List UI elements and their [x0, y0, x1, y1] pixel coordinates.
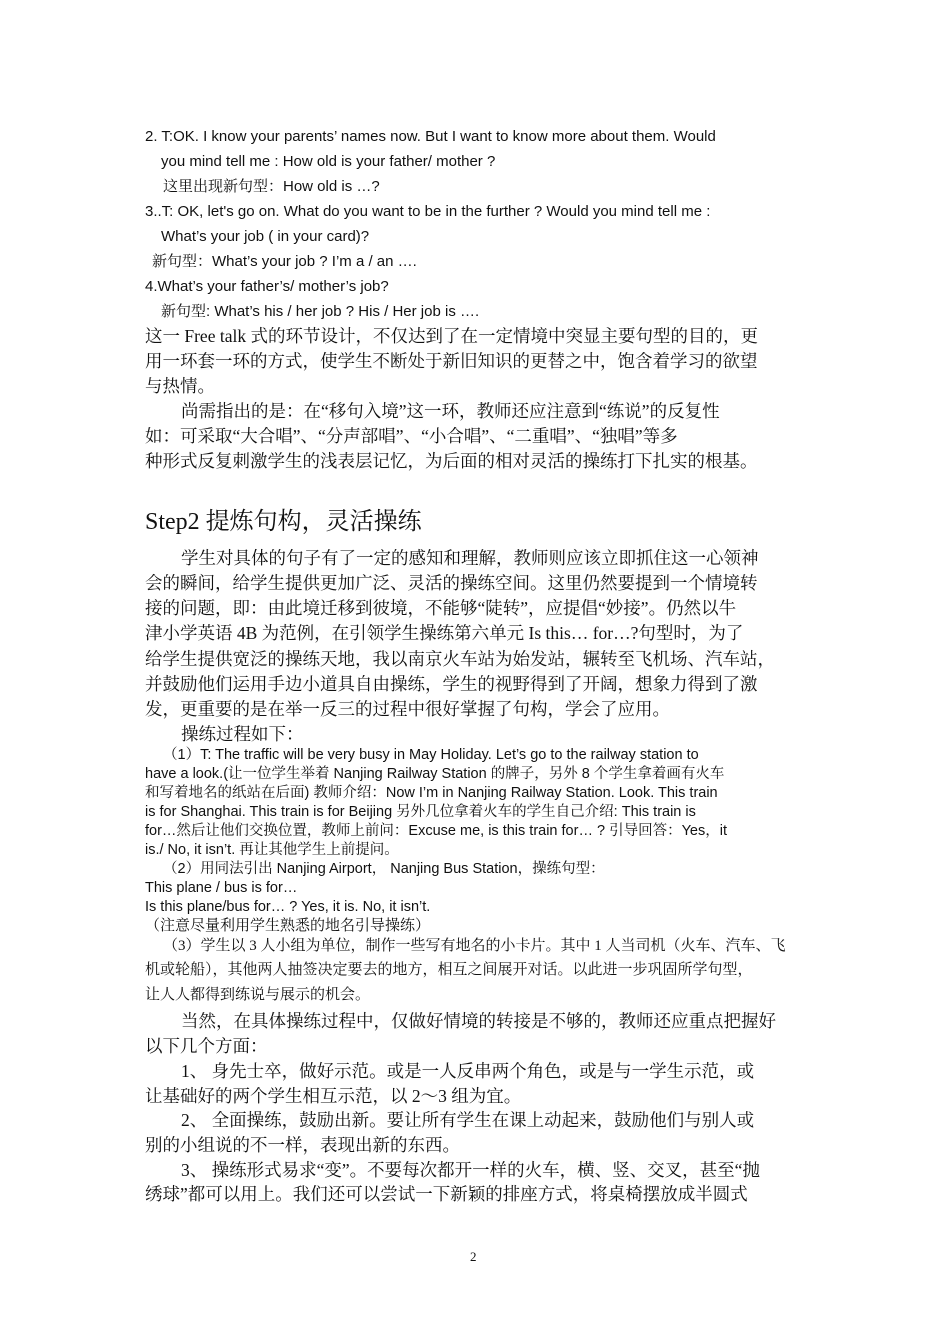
text-line: 机或轮船），其他两人抽签决定要去的地方，相互之间展开对话。以此进一步巩固所学句型， — [145, 962, 753, 978]
text-line: 给学生提供宽泛的操练天地，我以南京火车站为始发站，辗转至飞机场、汽车站， — [145, 649, 775, 669]
text-line: 让基础好的两个学生相互示范，以 2～3 组为宜。 — [145, 1086, 522, 1106]
page-number: 2 — [470, 1249, 477, 1264]
text-line: 当然，在具体操练过程中，仅做好情境的转接是不够的，教师还应重点把握好 — [181, 1011, 776, 1031]
text-line: 2. T:OK. I know your parents’ names now. But I want to know more about them. Would — [145, 128, 716, 145]
text-line: 3、 操练形式易求“变”。不要每次都开一样的火车，横、竖、交叉，甚至“抛 — [181, 1160, 760, 1180]
text-line: 会的瞬间，给学生提供更加广泛、灵活的操练空间。这里仍然要提到一个情境转 — [145, 573, 758, 593]
text-line: 这一 Free talk 式的环节设计，不仅达到了在一定情境中突显主要句型的目的，更 — [145, 326, 758, 346]
text-line: （2）用同法引出 Nanjing Airport， Nanjing Bus Station，操练句型： — [163, 861, 605, 877]
text-line: （注意尽量利用学生熟悉的地名引导操练） — [145, 918, 431, 934]
text-line: （1）T: The traffic will be very busy in May Holiday. Let’s go to the railway station to — [163, 747, 699, 763]
text-line: 以下几个方面： — [145, 1036, 268, 1056]
text-line: 种形式反复刺激学生的浅表层记忆，为后面的相对灵活的操练打下扎实的根基。 — [145, 451, 758, 471]
text-line: 别的小组说的不一样，表现出新的东西。 — [145, 1135, 460, 1155]
text-line: 让人人都得到练说与展示的机会。 — [145, 987, 371, 1003]
text-line: This plane / bus is for… — [145, 880, 298, 896]
text-line: have a look.(让一位学生举着 Nanjing Railway Station 的牌子，另外 8 个学生拿着画有火车 — [145, 766, 725, 782]
text-line: 3..T: OK, let's go on. What do you want to be in the further ? Would you mind tell me : — [145, 203, 711, 220]
text-line: 并鼓励他们运用手边小道具自由操练，学生的视野得到了开阔，想象力得到了激 — [145, 674, 758, 694]
text-line: 这里出现新句型：How old is …? — [163, 178, 380, 195]
text-line: What’s your job ( in your card)? — [161, 228, 370, 245]
text-line: 津小学英语 4B 为范例，在引领学生操练第六单元 Is this… for…?句型时，为了 — [145, 623, 744, 643]
text-line: 2、 全面操练，鼓励出新。要让所有学生在课上动起来，鼓励他们与别人或 — [181, 1110, 755, 1130]
text-line: 新句型：What’s your job ? I’m a / an …. — [152, 253, 417, 270]
text-line: for…然后让他们交换位置，教师上前问：Excuse me, is this train for… ? 引导回答：Yes，it — [145, 823, 727, 839]
text-line: 尚需指出的是：在“移句入境”这一环，教师还应注意到“练说”的反复性 — [181, 401, 720, 421]
text-line: 1、 身先士卒，做好示范。或是一人反串两个角色，或是与一学生示范，或 — [181, 1061, 755, 1081]
text-line: 与热情。 — [145, 376, 215, 396]
text-line: （3）学生以 3 人小组为单位，制作一些写有地名的小卡片。其中 1 人当司机（火车、汽车、飞 — [163, 938, 786, 954]
text-line: 发，更重要的是在举一反三的过程中很好掌握了句构，学会了应用。 — [145, 699, 670, 719]
text-line: 绣球”都可以用上。我们还可以尝试一下新颖的排座方式，将桌椅摆放成半圆式 — [145, 1184, 748, 1204]
text-line: 操练过程如下： — [181, 724, 304, 744]
text-line: Is this plane/bus for… ? Yes, it is. No, it isn’t. — [145, 899, 431, 915]
text-line: 接的问题，即：由此境迁移到彼境，不能够“陡转”，应提倡“妙接”。仍然以牛 — [145, 598, 737, 618]
text-line: 如：可采取“大合唱”、“分声部唱”、“小合唱”、“二重唱”、“独唱”等多 — [145, 426, 678, 446]
section-heading: Step2 提炼句构，灵活操练 — [145, 509, 422, 535]
text-line: 和写着地名的纸站在后面) 教师介绍：Now I’m in Nanjing Railway Station. Look. This train — [145, 785, 718, 801]
text-line: 新句型: What’s his / her job ? His / Her job is …. — [161, 303, 480, 320]
text-line: is./ No, it isn’t. 再让其他学生上前提问。 — [145, 842, 399, 858]
text-line: is for Shanghai. This train is for Beijing 另外几位拿着火车的学生自己介绍: This train is — [145, 804, 696, 820]
text-line: you mind tell me : How old is your father/ mother ? — [161, 153, 496, 170]
text-line: 学生对具体的句子有了一定的感知和理解，教师则应该立即抓住这一心领神 — [181, 548, 759, 568]
text-line: 用一环套一环的方式，使学生不断处于新旧知识的更替之中，饱含着学习的欲望 — [145, 351, 758, 371]
text-line: 4.What’s your father’s/ mother’s job? — [145, 278, 389, 295]
